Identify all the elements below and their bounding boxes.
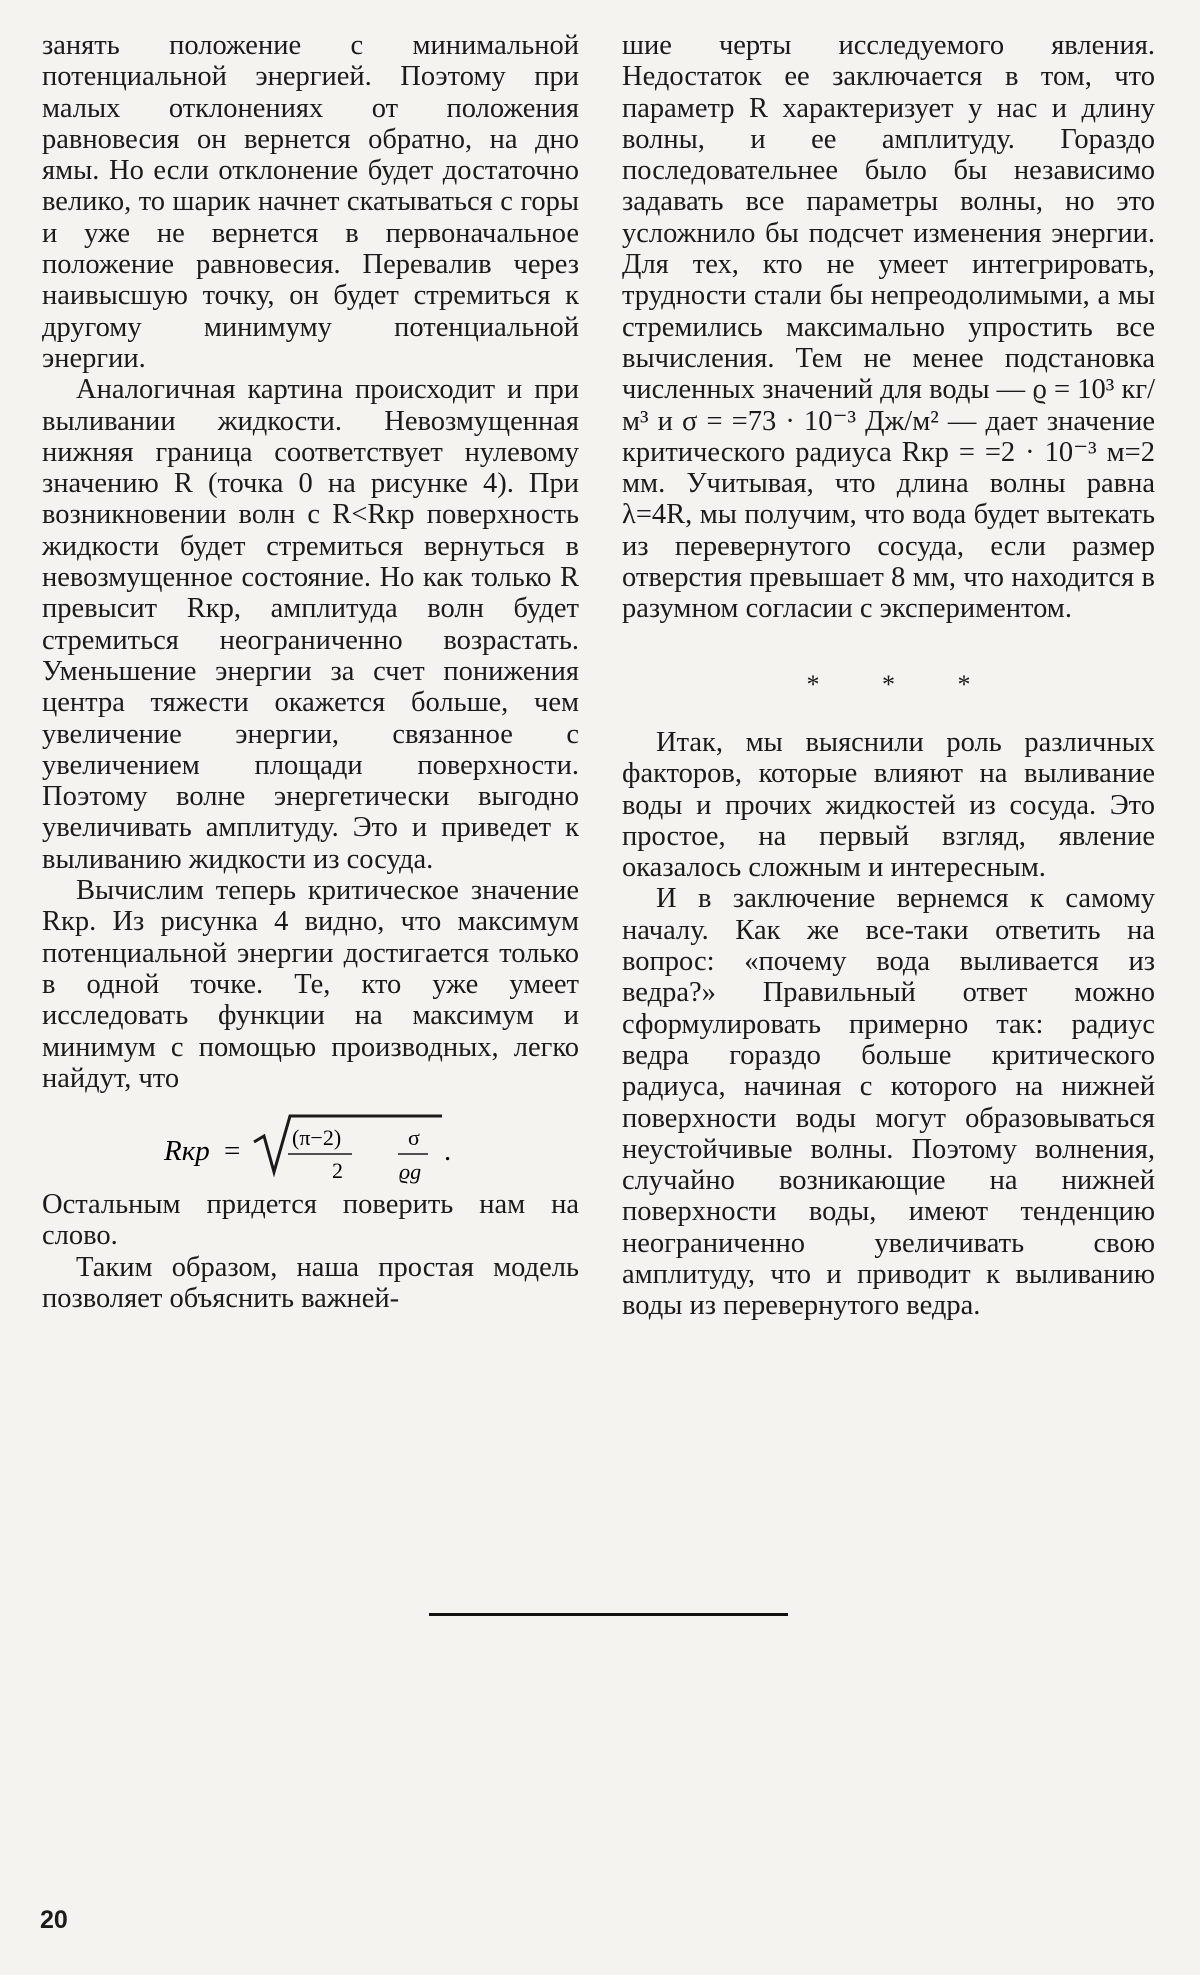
left-paragraph-3: Вычислим теперь критическое значение Rкр. Из рисунка 4 видно, что максимум потенциальной энергии достигается только в одной точке. Те, кто уже умеет исследовать функции на максимум и минимум с помощью производных, легко найдут, что: [42, 875, 579, 1094]
page-number: 20: [40, 1906, 68, 1934]
right-paragraph-1: шие черты исследуемого явления. Недостаток ее заключается в том, что параметр R характеризует у нас и длину волны, и ее амплитуду. Гораздо последовательнее было бы независимо задавать все параметры волны, но это усложнило бы подсчет изменения энергии. Для тех, кто не умеет интегрировать, трудности стали бы непреодолимыми, а мы стремились максимально упростить все вычисления. Тем не менее подстановка численных значений для воды — ϱ = 10³ кг/м³ и σ = =73 · 10⁻³ Дж/м² — дает значение критического радиуса Rкр = =2 · 10⁻³ м=2 мм. Учитывая, что длина волны равна λ=4R, мы получим, что вода будет вытекать из перевернутого сосуда, если размер отверстия превышает 8 мм, что находится в разумном согласии с экспериментом.: [622, 30, 1155, 625]
left-paragraph-1: занять положение с минимальной потенциальной энергией. Поэтому при малых отклонениях от положения равновесия он вернется обратно, на дно ямы. Но если отклонение будет достаточно велико, то шарик начнет скатываться с горы и уже не вернется в первоначальное положение равновесия. Перевалив через наивысшую точку, он будет стремиться к другому минимуму потенциальной энергии.: [42, 30, 579, 374]
right-column: [622, 30, 1155, 1322]
end-of-article-rule: [429, 1613, 788, 1616]
formula-denominator-left: 2: [332, 1158, 343, 1184]
formula-svg: [42, 1096, 579, 1189]
left-paragraph-5: Таким образом, наша простая модель позволяет объяснить важней-: [42, 1251, 579, 1314]
right-paragraph-2: Итак, мы выяснили роль различных факторов, которые влияют на выливание воды и прочих жидкостей из сосуда. Это простое, на первый взгляд, явление оказалось сложным и интересным.: [622, 726, 1155, 884]
left-column: [42, 30, 579, 1314]
formula-denominator-right: ϱg: [399, 1159, 422, 1185]
left-paragraph-2: Аналогичная картина происходит и при выливании жидкости. Невозмущенная нижняя граница соответствует нулевому значению R (точка 0 на рисунке 4). При возникновении волн с R<Rкр поверхность жидкости будет стремиться вернуться в невозмущенное состояние. Но как только R превысит Rкр, амплитуда волн будет стремиться неограниченно возрастать. Уменьшение энергии за счет понижения центра тяжести окажется больше, чем увеличение энергии, связанное с увеличением площади поверхности. Поэтому волне энергетически выгодно увеличивать амплитуду. Это и приведет к выливанию жидкости из сосуда.: [42, 374, 579, 875]
formula-equals: =: [224, 1135, 241, 1168]
left-paragraph-4: Остальным придется поверить нам на слово.: [42, 1189, 579, 1252]
formula-numerator-left: (π−2): [292, 1125, 342, 1151]
right-paragraph-3: И в заключение вернемся к самому началу. Как же все-таки ответить на вопрос: «почему вода выливается из ведра?» Правильный ответ можно сформулировать примерно так: радиус ведра гораздо больше критического радиуса, начиная с которого на нижней поверхности воды могут образовываться неустойчивые волны. Поэтому волнения, случайно возникающие на нижней поверхности воды, имеют тенденцию неограниченно увеличивать свою амплитуду, что и приводит к выливанию воды из перевернутого ведра.: [622, 883, 1155, 1322]
section-separator-stars: * * *: [806, 669, 999, 699]
formula-tail: .: [444, 1135, 452, 1168]
formula-lhs: Rкр: [164, 1135, 210, 1168]
formula-numerator-right: σ: [408, 1125, 420, 1151]
critical-radius-formula: [42, 1096, 579, 1189]
